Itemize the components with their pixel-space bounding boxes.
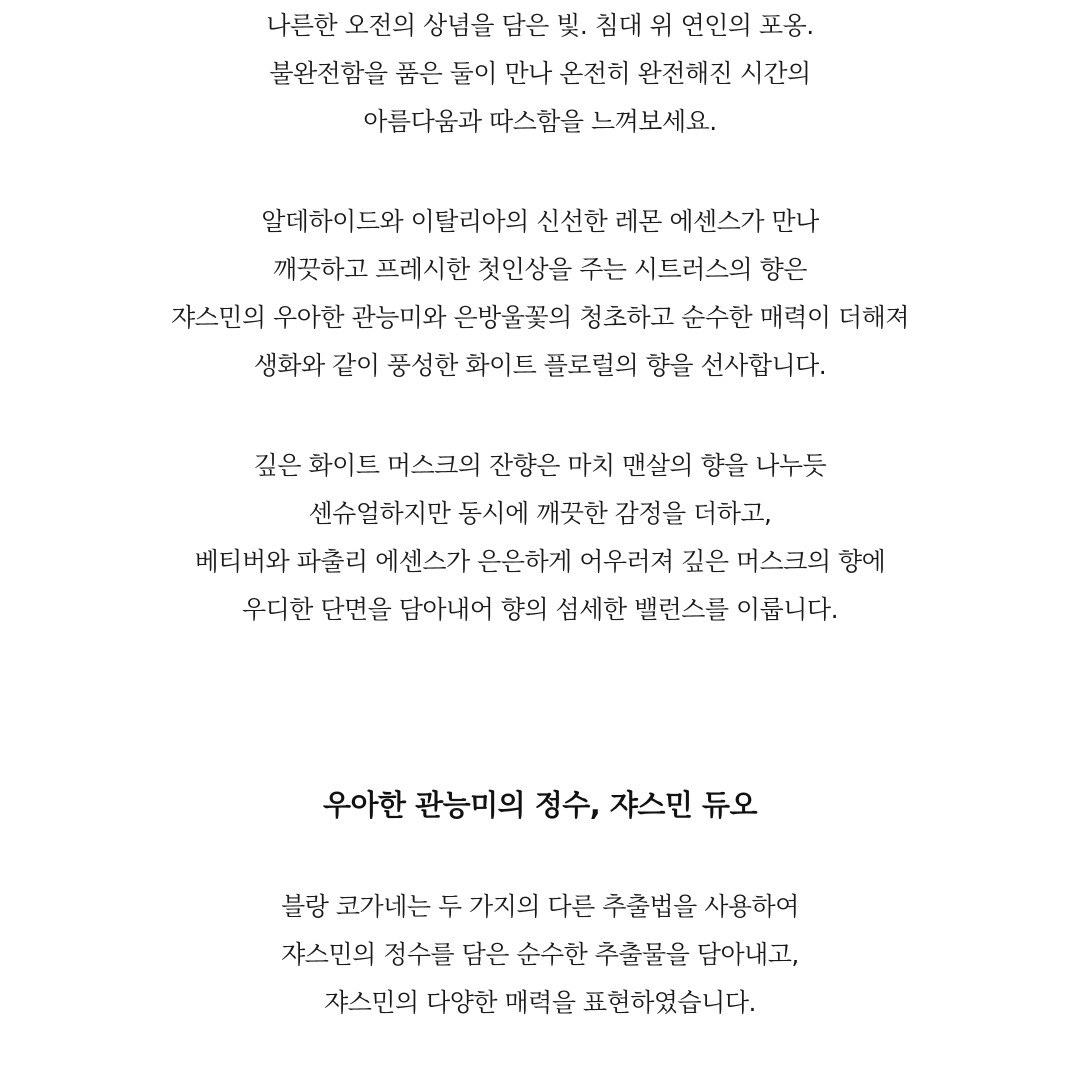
text-line: 센슈얼하지만 동시에 깨끗한 감정을 더하고, [308,499,772,528]
intro-paragraph [0,2,1080,146]
text-line: 쟈스민의 정수를 담은 순수한 추출물을 담아내고, [281,940,799,969]
text-line: 아름다움과 따스함을 느껴보세요. [363,107,717,136]
top-notes-paragraph [0,198,1080,390]
text-line: 나른한 오전의 상념을 담은 빛. 침대 위 연인의 포옹. [266,11,814,40]
text-line: 블랑 코가네는 두 가지의 다른 추출법을 사용하여 [281,892,799,921]
text-line: 깨끗하고 프레시한 첫인상을 주는 시트러스의 향은 [273,255,807,284]
section-heading: 우아한 관능미의 정수, 쟈스민 듀오 [322,788,758,822]
text-line: 쟈스민의 우아한 관능미와 은방울꽃의 청초하고 순수한 매력이 더해져 [171,303,909,332]
text-line: 베티버와 파출리 에센스가 은은하게 어우러져 깊은 머스크의 향에 [194,547,886,576]
text-line: 쟈스민의 다양한 매력을 표현하였습니다. [324,988,756,1017]
text-line: 불완전함을 품은 둘이 만나 온전히 완전해진 시간의 [269,59,811,88]
base-notes-paragraph [0,442,1080,634]
section-paragraph [0,883,1080,1027]
text-line: 우디한 단면을 담아내어 향의 섬세한 밸런스를 이룹니다. [241,595,839,624]
text-line: 알데하이드와 이탈리아의 신선한 레몬 에센스가 만나 [261,207,819,236]
text-line: 생화와 같이 풍성한 화이트 플로럴의 향을 선사합니다. [253,351,827,380]
text-line: 깊은 화이트 머스크의 잔향은 마치 맨살의 향을 나누듯 [253,451,827,480]
